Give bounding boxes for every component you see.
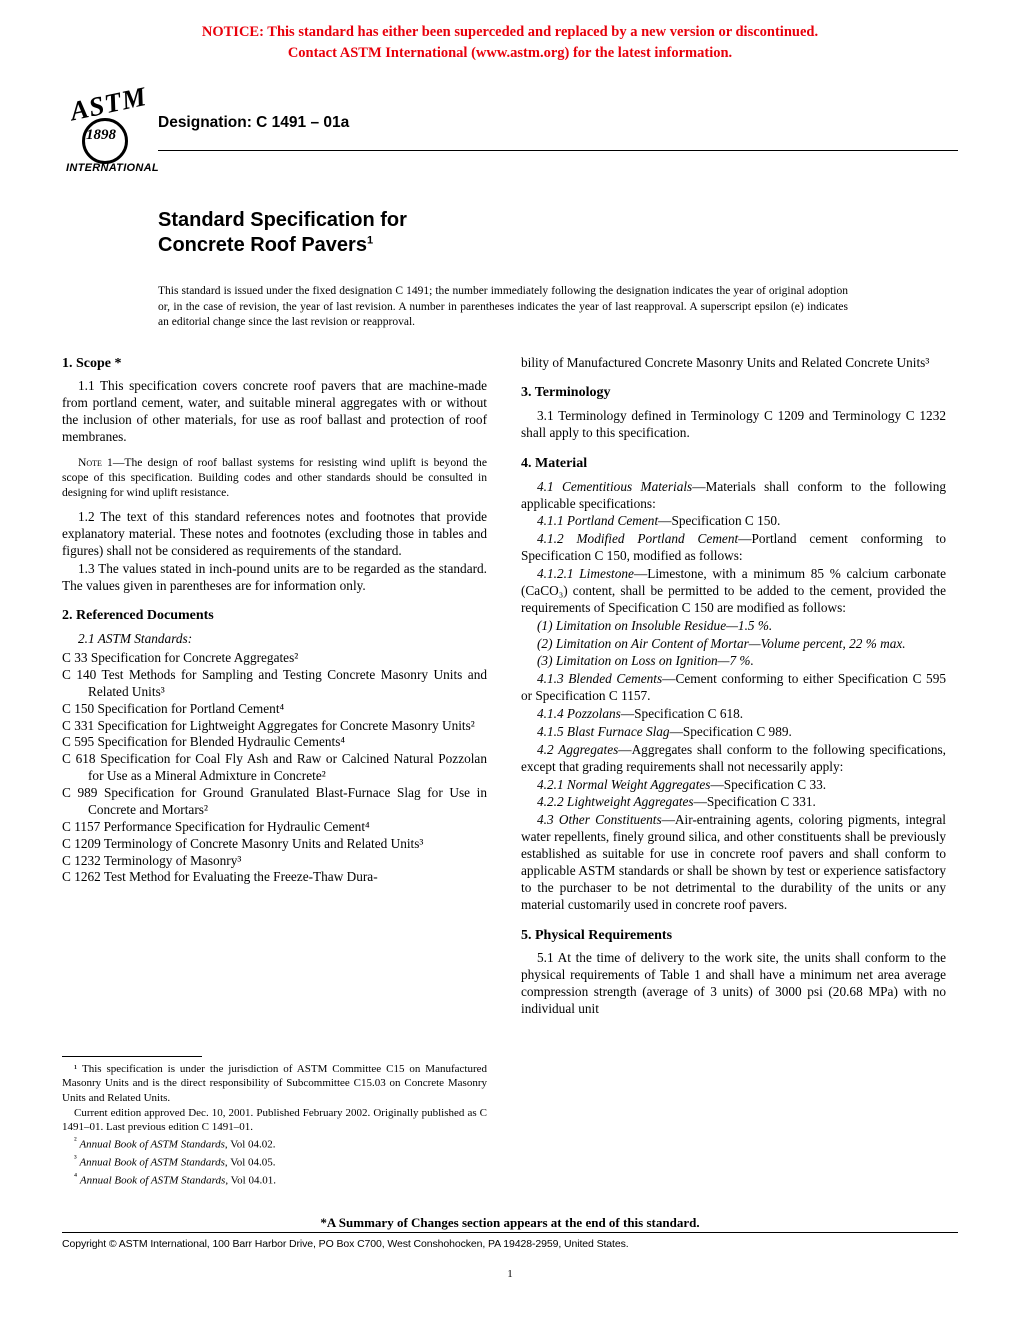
paragraph-continuation: bility of Manufactured Concrete Masonry Units and Related Concrete Units³: [521, 354, 930, 370]
page-number: 1: [507, 1268, 513, 1280]
note-1-text: —The design of roof ballast systems for resisting wind uplift is beyond the scope of this specification. Building codes and other standards should be consulted in designing for wind uplift resistance.: [62, 455, 487, 499]
copyright-line: Copyright © ASTM International, 100 Barr Harbor Drive, PO Box C700, West Conshohocken, PA 19428-2959, United States.: [62, 1238, 629, 1250]
left-column: [62, 355, 487, 1018]
footnote-current-edition: Current edition approved Dec. 10, 2001. Published February 2002. Originally published as C 1491–01. Last previous edition C 1491–01.: [62, 1106, 487, 1134]
paragraph-4-1-2: [521, 531, 946, 565]
footnote-3-italic: Annual Book of ASTM Standards: [79, 1157, 225, 1170]
title-footnote-marker: 1: [366, 234, 374, 247]
list-item: C 33 Specification for Concrete Aggregates²: [62, 650, 299, 666]
paragraph-4-1-3-text: —Cement conforming to either Specification C 595 or Specification C 1157.: [521, 671, 947, 704]
page-title: [158, 208, 958, 258]
paragraph-4-1-2-1-text: —Limestone, with a minimum 85 % calcium carbonate (CaCO₃) content, shall be permitted to be added to the cement, provided the requirements of Specification C 150 are modified as follows:: [521, 566, 946, 615]
footnote-divider: [62, 1056, 202, 1057]
paragraph-3-1: 3.1 Terminology defined in Terminology C 1209 and Terminology C 1232 shall apply to this specification.: [521, 408, 946, 441]
list-item: C 140 Test Methods for Sampling and Testing Concrete Masonry Units and Related Units³: [62, 666, 487, 699]
preamble-text: This standard is issued under the fixed designation C 1491; the number immediately following the designation indicates the year of original adoption or, in the case of revision, the year of last revision. A number in parentheses indicates the year of last reapproval. A superscript epsilon (e) indicates an editorial change since the last revision or reapproval.: [158, 285, 848, 329]
paragraph-4-3: [521, 812, 946, 913]
list-item: C 1209 Terminology of Concrete Masonry Units and Related Units³: [62, 835, 424, 851]
reference-list: [62, 631, 487, 886]
footnote-3: [62, 1153, 487, 1170]
paragraph-4-1-2-label: 4.1.2 Modified Portland Cement: [537, 531, 739, 547]
notice-line-1: NOTICE: This standard has either been superceded and replaced by a new version or discontinued.: [201, 24, 819, 40]
footnote-3-rest: , Vol 04.05.: [224, 1157, 276, 1170]
paragraph-4-1-3: [521, 671, 946, 705]
notice-line-2: Contact ASTM International (www.astm.org) for the latest information.: [287, 45, 733, 62]
paragraph-4-2-1: [521, 777, 946, 794]
section-heading-physical-requirements: 5. Physical Requirements: [521, 927, 673, 943]
paragraph-4-2-1-label: 4.2.1 Normal Weight Aggregates: [537, 776, 711, 792]
body-columns: [62, 355, 958, 1018]
astm-logo: [66, 80, 159, 180]
note-1-label: Note 1: [78, 455, 113, 469]
paragraph-4-2-text: —Aggregates shall conform to the following specifications, except that grading requirements shall not necessarily apply:: [521, 741, 946, 774]
paragraph-4-1-2-1-label: 4.1.2.1 Limestone: [537, 566, 634, 582]
paragraph-4-1-2-1: [521, 566, 946, 617]
paragraph-4-2: [521, 742, 946, 776]
paragraph-4-2-label: 4.2 Aggregates: [537, 741, 619, 757]
section-heading-referenced-documents: 2. Referenced Documents: [62, 608, 214, 624]
paragraph-limitation-2: (2) Limitation on Air Content of Mortar—Volume percent, 22 % max.: [537, 635, 906, 651]
title-line-2: Concrete Roof Pavers: [158, 234, 367, 257]
paragraph-4-2-2: [521, 794, 946, 811]
paragraph-4-1-text: —Materials shall conform to the following applicable specifications:: [521, 478, 946, 511]
paragraph-4-1-4: [521, 706, 946, 723]
paragraph-limitation-3: (3) Limitation on Loss on Ignition—7 %.: [537, 653, 754, 669]
paragraph-4-1-2-text: —Portland cement conforming to Specification C 150, modified as follows:: [521, 531, 946, 564]
paragraph-4-3-label: 4.3 Other Constituents: [537, 812, 662, 828]
paragraph-1-3: 1.3 The values stated in inch-pound units are to be regarded as the standard. The values given in parentheses are for information only.: [62, 560, 487, 593]
note-1: [62, 455, 487, 500]
footnote-2-rest: , Vol 04.02.: [224, 1139, 276, 1152]
paragraph-4-1-4-label: 4.1.4 Pozzolans: [537, 706, 621, 722]
paragraph-4-1-3-label: 4.1.3 Blended Cements: [537, 671, 663, 687]
paragraph-limitation-1: (1) Limitation on Insoluble Residue—1.5 %.: [537, 617, 773, 633]
footnote-2: [62, 1135, 487, 1152]
header-divider: [158, 150, 958, 151]
paragraph-4-2-2-text: —Specification C 331.: [693, 794, 816, 810]
notice-banner: [62, 22, 958, 64]
astm-wordmark: ASTM: [67, 80, 150, 127]
section-heading-terminology: 3. Terminology: [521, 385, 611, 401]
footnote-1: ¹ This specification is under the jurisdiction of ASTM Committee C15 on Manufactured Masonry Units and is the direct responsibility of Subcommittee C15.03 on Concrete Masonry Units and Related Units.: [62, 1063, 487, 1104]
footnote-2-marker: ²: [74, 1135, 77, 1146]
list-item: C 331 Specification for Lightweight Aggregates for Concrete Masonry Units²: [62, 717, 475, 733]
paragraph-4-1: [521, 479, 946, 513]
footnote-4-marker: ⁴: [74, 1171, 78, 1182]
paragraph-4-1-1: [521, 513, 946, 530]
right-column: [521, 355, 946, 1018]
footnote-4: [62, 1171, 487, 1188]
list-item: C 1232 Terminology of Masonry³: [62, 852, 242, 868]
logo-year: 1898: [86, 127, 116, 144]
list-item: C 1157 Performance Specification for Hydraulic Cement⁴: [62, 818, 370, 834]
list-item: C 618 Specification for Coal Fly Ash and Raw or Calcined Natural Pozzolan for Use as a Mineral Admixture in Concrete²: [62, 751, 487, 784]
paragraph-4-1-1-label: 4.1.1 Portland Cement: [537, 513, 659, 529]
logo-international-label: INTERNATIONAL: [66, 162, 159, 175]
paragraph-4-3-text: —Air-entraining agents, coloring pigments, integral water repellents, finely ground silica, and other constituents shall be previously established as suitable for use in concrete roof pavers and shall conform to applicable ASTM standards or shall be shown by test or experience satisfactory to the purchaser to be not detrimental to the durability of the units or any material customarily used in concrete roof pavers.: [521, 812, 946, 912]
designation-label: Designation: C 1491 – 01a: [158, 114, 350, 132]
footnote-3-marker: ³: [74, 1153, 77, 1164]
paragraph-4-1-label: 4.1 Cementitious Materials: [537, 478, 693, 494]
paragraph-4-1-4-text: —Specification C 618.: [620, 706, 744, 722]
paragraph-4-1-1-text: —Specification C 150.: [658, 513, 781, 529]
reference-list-subheading: 2.1 ASTM Standards:: [78, 631, 193, 647]
paragraph-1-1: 1.1 This specification covers concrete roof pavers that are machine-made from portland cement, water, and suitable mineral aggregates with or without the inclusion of other materials, for use as roof ballast and protection of roof membranes.: [62, 378, 487, 444]
title-block: [158, 208, 958, 258]
document-header: [62, 80, 958, 186]
summary-of-changes-line: *A Summary of Changes section appears at the end of this standard.: [320, 1215, 700, 1230]
list-item: C 989 Specification for Ground Granulated Blast-Furnace Slag for Use in Concrete and Mortars²: [62, 785, 487, 817]
paragraph-4-1-5-label: 4.1.5 Blast Furnace Slag: [537, 723, 670, 739]
list-item: C 1262 Test Method for Evaluating the Freeze-Thaw Dura-: [62, 869, 378, 885]
paragraph-4-2-1-text: —Specification C 33.: [710, 776, 827, 792]
footer-divider: [62, 1232, 958, 1233]
paragraph-1-2: 1.2 The text of this standard references notes and footnotes that provide explanatory material. These notes and footnotes (excluding those in tables and figures) shall not be considered as requirements of the standard.: [62, 509, 487, 558]
footnote-4-italic: Annual Book of ASTM Standards: [79, 1175, 226, 1188]
paragraph-4-1-5-text: —Specification C 989.: [669, 723, 792, 739]
footnotes-block: [62, 1056, 487, 1189]
section-heading-scope: 1. Scope *: [62, 355, 122, 371]
list-item: C 595 Specification for Blended Hydraulic Cements⁴: [62, 734, 346, 750]
footnote-4-rest: , Vol 04.01.: [225, 1175, 276, 1188]
footnote-2-italic: Annual Book of ASTM Standards: [79, 1139, 225, 1152]
section-heading-material: 4. Material: [521, 455, 588, 471]
title-line-1: Standard Specification for: [158, 209, 407, 232]
list-item: C 150 Specification for Portland Cement⁴: [62, 700, 285, 716]
paragraph-4-2-2-label: 4.2.2 Lightweight Aggregates: [537, 794, 694, 810]
paragraph-5-1: 5.1 At the time of delivery to the work site, the units shall conform to the physical requirements of Table 1 and shall have a minimum net area average compression strength (average of 3 units) of 3000 psi (20.68 MPa) with no individual unit: [521, 950, 946, 1016]
paragraph-4-1-5: [521, 724, 946, 741]
